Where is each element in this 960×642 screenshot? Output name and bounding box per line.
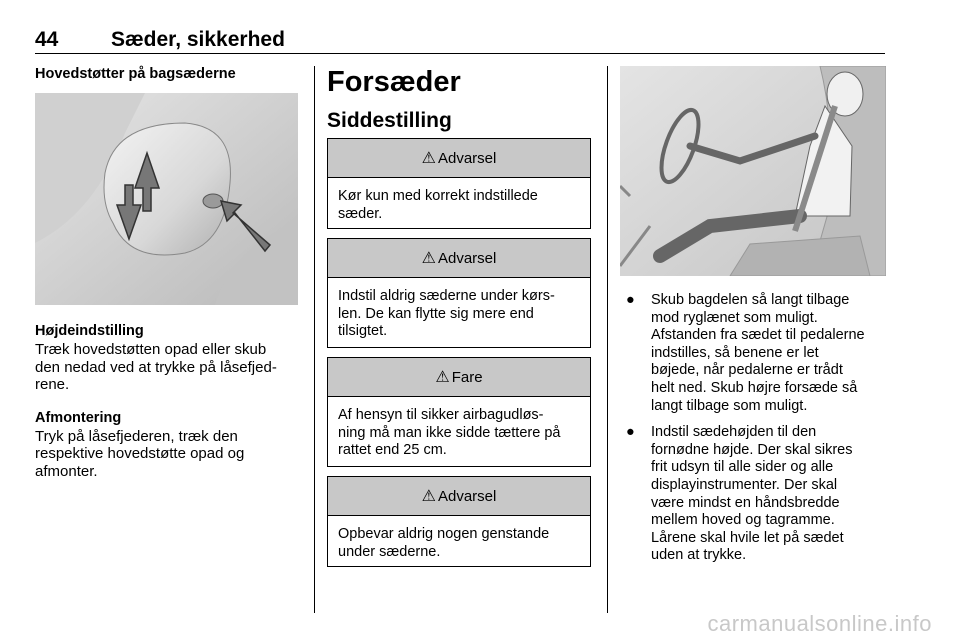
warning-label: Advarsel — [437, 149, 497, 167]
column-divider-left — [314, 66, 315, 613]
list-line: Skub bagdelen så langt tilbage — [651, 292, 850, 308]
bullet-dot-icon: ● — [626, 292, 635, 308]
warning-line: Kør kun med korrekt indstillede — [338, 188, 538, 204]
warning-box — [327, 476, 591, 567]
right-column — [620, 66, 888, 574]
danger-line: ning må man ikke sidde tættere på — [338, 424, 561, 441]
warning-header — [328, 239, 590, 278]
body-line: Tryk på låsefjederen, træk den — [35, 427, 238, 445]
left-column — [35, 64, 303, 480]
list-line: fornødne højde. Der skal sikres — [651, 441, 853, 458]
subsection-title: Afmontering — [35, 409, 122, 426]
danger-label: Fare — [451, 368, 483, 386]
warning-box — [327, 138, 591, 229]
page-title: Sæder, sikkerhed — [111, 28, 285, 51]
instruction-list — [620, 292, 888, 565]
list-line: helt ned. Skub højre forsæde så — [651, 379, 858, 396]
warning-label: Advarsel — [437, 487, 497, 505]
warning-line: sæder. — [338, 205, 383, 222]
chapter-title: Forsæder — [327, 66, 461, 98]
watermark: carmanualsonline.info — [707, 611, 932, 636]
warning-line: under sæderne. — [338, 543, 441, 560]
warning-line: Opbevar aldrig nogen genstande — [338, 526, 550, 542]
list-line: Indstil sædehøjden til den — [651, 424, 817, 441]
list-item — [620, 424, 888, 565]
list-line: bøjede, når pedalerne er trådt — [651, 362, 843, 379]
list-line: displayinstrumenter. Der skal — [651, 476, 838, 493]
danger-line: rattet end 25 cm. — [338, 442, 447, 458]
bullet-dot-icon: ● — [626, 424, 635, 441]
danger-header — [328, 358, 590, 397]
page-number: 44 — [35, 28, 59, 51]
body-line: rene. — [35, 376, 70, 393]
list-line: mod ryglænet som muligt. — [651, 309, 818, 326]
body-line: respektive hovedstøtte opad og — [35, 445, 245, 462]
list-line: langt tilbage som muligt. — [651, 397, 808, 414]
warning-line: Indstil aldrig sæderne under kørs- — [338, 288, 555, 304]
column-divider-right — [607, 66, 608, 613]
list-item — [620, 292, 888, 415]
list-line: mellem hoved og tagramme. — [651, 512, 835, 529]
section-heading: Hovedstøtter på bagsæderne — [35, 66, 236, 82]
warning-triangle-icon: ⚠ — [421, 250, 436, 267]
warning-line: len. De kan flytte sig mere end — [338, 305, 534, 322]
warning-line: tilsigtet. — [338, 323, 388, 339]
body-line: Træk hovedstøtten opad eller skub — [35, 341, 267, 358]
warning-triangle-icon: ⚠ — [421, 150, 436, 167]
danger-box — [327, 357, 591, 467]
danger-line: Af hensyn til sikker airbagudløs- — [338, 407, 544, 423]
header-rule — [35, 53, 885, 54]
subsection-height — [35, 321, 303, 394]
warning-header — [328, 139, 590, 178]
list-line: være mindst en håndsbredde — [651, 494, 840, 511]
list-line: uden at trykke. — [651, 547, 747, 564]
list-line: Afstanden fra sædet til pedalerne — [651, 327, 865, 344]
middle-column — [327, 66, 593, 134]
subsection-title: Højdeindstilling — [35, 323, 144, 339]
body-line: afmonter. — [35, 462, 98, 480]
warning-triangle-icon: ⚠ — [435, 369, 450, 386]
list-line: indstilles, så benene er let — [651, 344, 819, 361]
warning-header — [328, 477, 590, 516]
subsection-removal — [35, 408, 303, 481]
warning-triangle-icon: ⚠ — [421, 488, 436, 505]
list-line: frit udsyn til alle sider og alle — [651, 459, 834, 476]
body-line: den nedad ved at trykke på låsefjed- — [35, 358, 277, 376]
warning-label: Advarsel — [437, 249, 497, 267]
list-line: Lårene skal hvile let på sædet — [651, 529, 844, 546]
headrest-illustration — [35, 93, 298, 305]
section-title: Siddestilling — [327, 109, 452, 132]
seating-position-illustration — [620, 66, 886, 276]
warning-box — [327, 238, 591, 348]
